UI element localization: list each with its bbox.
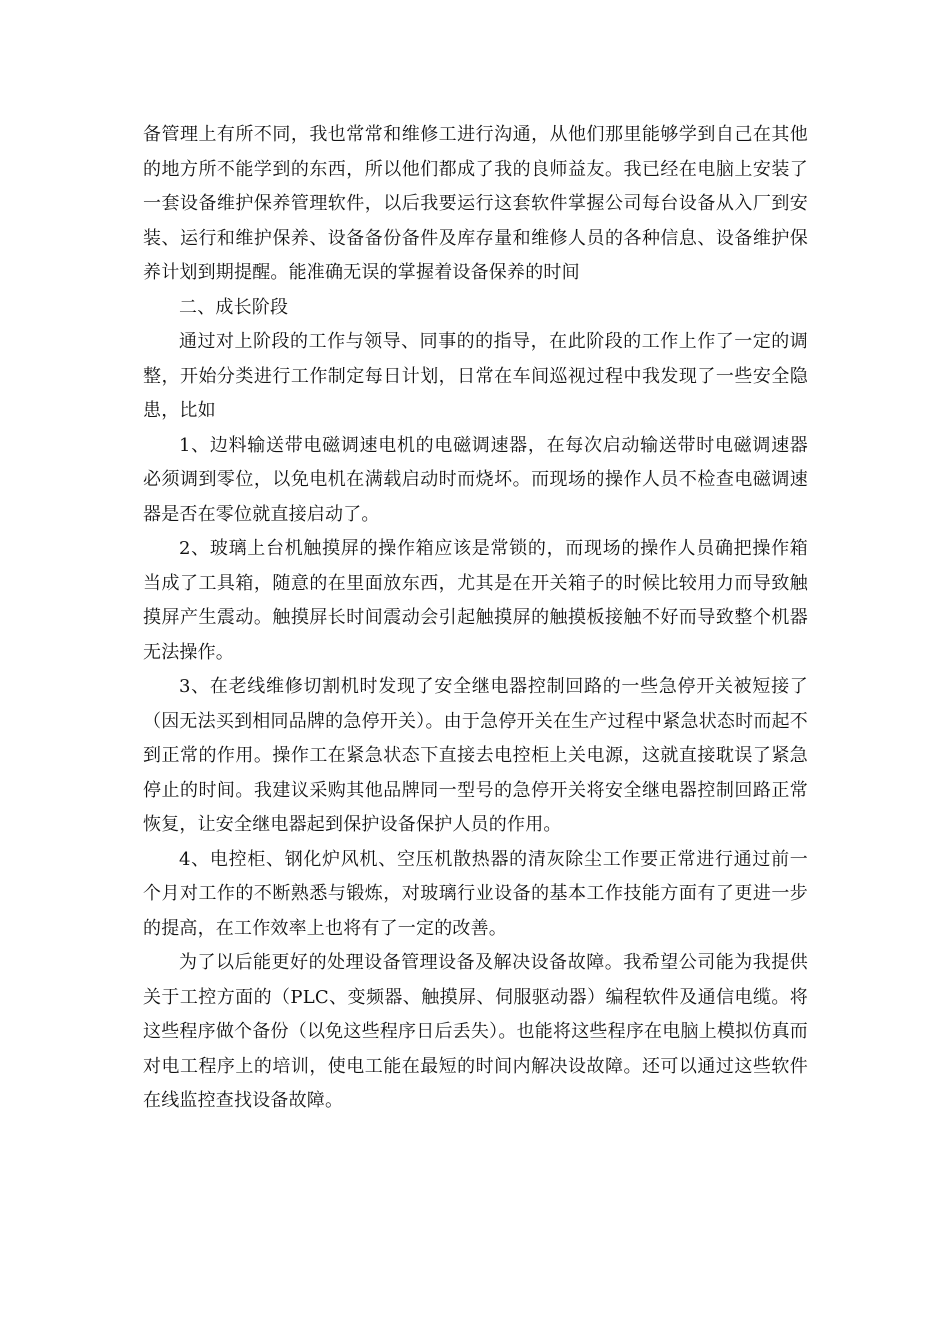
document-body xyxy=(143,118,808,1119)
paragraph-closing: 为了以后能更好的处理设备管理设备及解决设备故障。我希望公司能为我提供关于工控方面的（PLC、变频器、触摸屏、伺服驱动器）编程软件及通信电缆。将这些程序做个备份（以免这些程序日后丢失）。也能将这些程序在电脑上模拟仿真而对电工程序上的培训，使电工能在最短的时间内解决设故障。还可以通过这些软件在线监控查找设备故障。 xyxy=(143,952,808,1111)
paragraph-item-2: 2、玻璃上台机触摸屏的操作箱应该是常锁的，而现场的操作人员确把操作箱当成了工具箱，随意的在里面放东西，尤其是在开关箱子的时候比较用力而导致触摸屏产生震动。触摸屏长时间震动会引起触摸屏的触摸板接触不好而导致整个机器无法操作。 xyxy=(143,538,808,663)
paragraph-item-4: 4、电控柜、钢化炉风机、空压机散热器的清灰除尘工作要正常进行通过前一个月对工作的不断熟悉与锻炼，对玻璃行业设备的基本工作技能方面有了更进一步的提高，在工作效率上也将有了一定的改善。 xyxy=(143,848,808,939)
paragraph-intro: 通过对上阶段的工作与领导、同事的的指导，在此阶段的工作上作了一定的调整，开始分类进行工作制定每日计划，日常在车间巡视过程中我发现了一些安全隐患，比如 xyxy=(143,331,808,421)
paragraph-item-3: 3、在老线维修切割机时发现了安全继电器控制回路的一些急停开关被短接了（因无法买到相同品牌的急停开关）。由于急停开关在生产过程中紧急状态时而起不到正常的作用。操作工在紧急状态下直接去电控柜上关电源，这就直接耽误了紧急停止的时间。我建议采购其他品牌同一型号的急停开关将安全继电器控制回路正常恢复，让安全继电器起到保护设备保护人员的作用。 xyxy=(143,676,808,835)
paragraph-continuation: 备管理上有所不同，我也常常和维修工进行沟通，从他们那里能够学到自己在其他的地方所不能学到的东西，所以他们都成了我的良师益友。我已经在电脑上安装了一套设备维护保养管理软件，以后我要运行这套软件掌握公司每台设备从入厂到安装、运行和维护保养、设备备份备件及库存量和维修人员的各种信息、设备维护保养计划到期提醒。能准确无误的掌握着设备保养的时间 xyxy=(143,124,808,283)
section-heading: 二、成长阶段 xyxy=(179,296,289,318)
paragraph-item-1: 1、边料输送带电磁调速电机的电磁调速器，在每次启动输送带时电磁调速器必须调到零位，以免电机在满载启动时而烧坏。而现场的操作人员不检查电磁调速器是否在零位就直接启动了。 xyxy=(143,434,808,525)
